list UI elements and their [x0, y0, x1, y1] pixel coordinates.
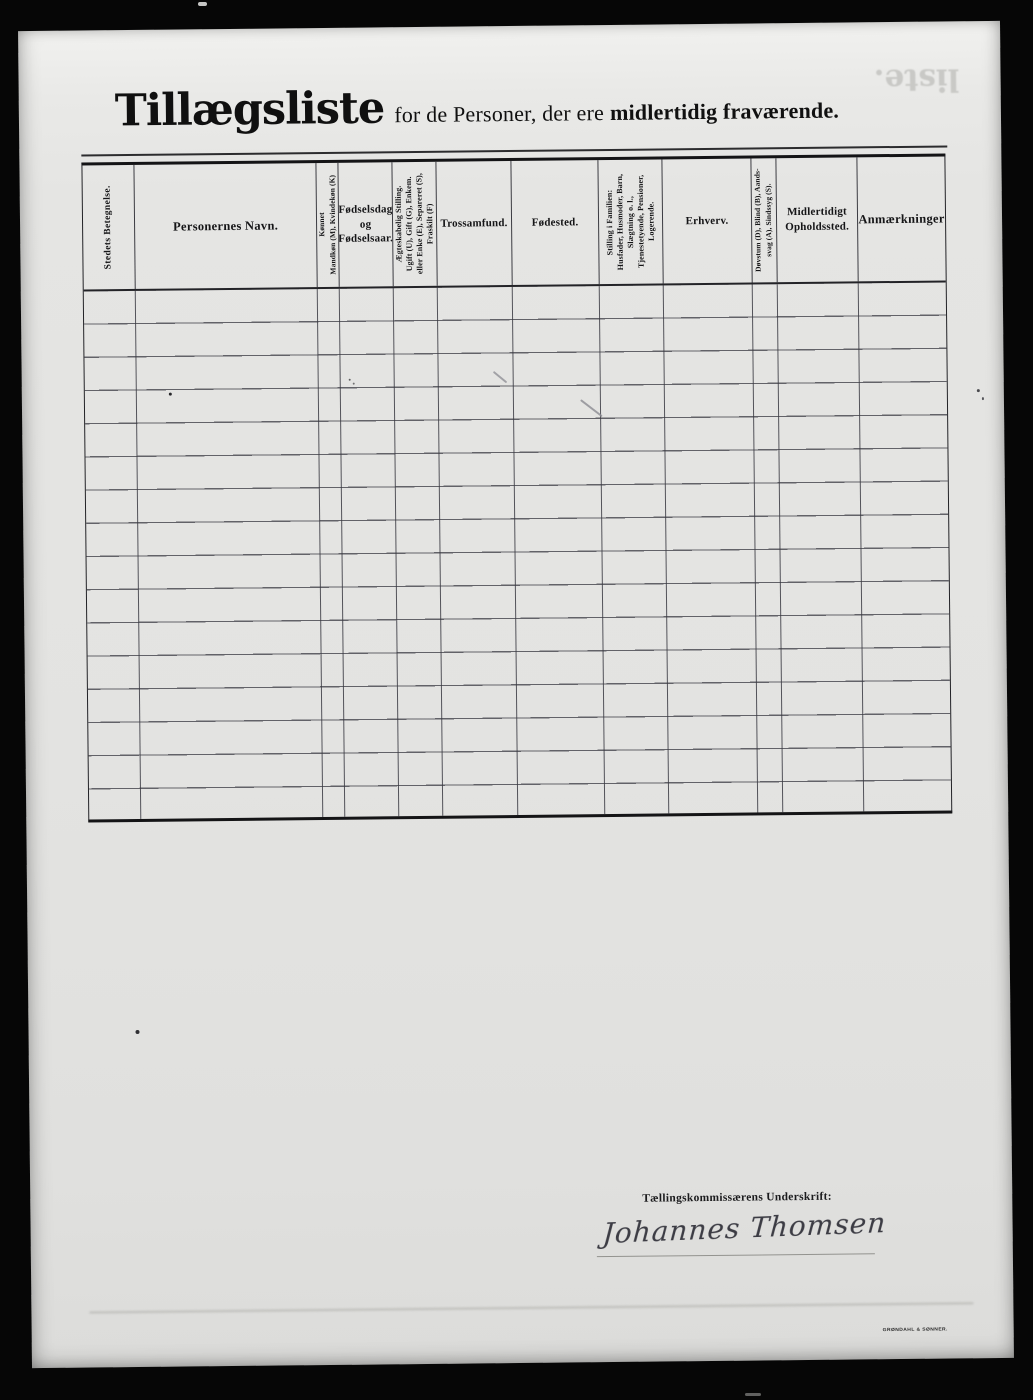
census-table	[81, 153, 952, 822]
table-body-column-erhverv	[664, 284, 759, 813]
table-body-column-trossamfund	[438, 287, 519, 816]
column-header-label: Fødested.	[531, 215, 579, 229]
table-body	[84, 282, 951, 819]
column-header-kjonnet	[316, 163, 339, 287]
title-subtitle-bold: midlertidig fraværende.	[609, 97, 840, 125]
scan-artifact	[198, 2, 207, 6]
ink-speck	[977, 389, 980, 392]
column-header-aegteskabelig-stilling	[392, 162, 437, 286]
signature-underline	[597, 1253, 875, 1257]
ink-speck	[135, 1030, 139, 1034]
table-body-column-personernes-navn	[136, 289, 324, 819]
column-header-label: Anmærkninger	[858, 211, 945, 226]
ink-speck	[982, 397, 984, 400]
column-header-dovstum	[751, 158, 777, 282]
signature-handwriting: Johannes Thomsen	[601, 1206, 888, 1251]
ink-speck	[349, 379, 351, 381]
column-header-label: Midlertidigt Opholdssted.	[785, 205, 850, 234]
table-body-column-anmaerkninger	[859, 282, 952, 811]
table-body-column-midlertidigt-opholdssted	[778, 283, 865, 812]
title-subtitle: for de Personer, der ere	[394, 100, 605, 128]
table-body-column-aegteskabelig-stilling	[394, 288, 444, 816]
column-header-label: Kønnet Mandkøn (M), Kvindekøn (K)	[316, 174, 338, 275]
scan-artifact	[745, 1393, 761, 1396]
column-header-fodested	[511, 160, 599, 285]
bleed-through-text: liste.	[873, 61, 960, 99]
column-header-label: Trossamfund.	[440, 216, 508, 230]
column-header-label: Ægteskabelig Stilling. Ugift (U), Gift (G), Enkem. eller Enke (E), Separeret (S), Fraskilt (F)	[393, 173, 435, 275]
printer-mark: GRØNDAHL & SØNNER.	[882, 1326, 948, 1333]
title-main: Tillægsliste	[114, 82, 385, 137]
column-header-label: Døvstum (D), Blind (B), Aands- svag (A), Sindssyg (S).	[752, 168, 774, 273]
column-header-label: Personernes Navn.	[172, 218, 279, 234]
column-header-label: Stedets Betegnelse.	[102, 185, 114, 270]
column-header-label: Erhverv.	[685, 214, 729, 227]
column-header-fodselsdag	[338, 162, 393, 287]
column-header-stedets-betegnelse	[82, 165, 135, 290]
table-body-column-stedets-betegnelse	[84, 291, 142, 820]
table-body-column-stilling-i-familien	[600, 285, 670, 814]
column-header-stilling-i-familien	[598, 159, 663, 284]
table-body-column-fodested	[513, 286, 606, 815]
document-page	[18, 21, 1014, 1368]
table-body-column-fodselsdag	[340, 288, 400, 817]
table-header-row	[82, 156, 945, 291]
signature-label: Tællingskommissærens Underskrift:	[642, 1190, 832, 1205]
page-title	[115, 79, 840, 137]
column-header-personernes-navn	[134, 163, 317, 289]
ink-speck	[353, 383, 355, 385]
paper-crease	[89, 1302, 973, 1313]
column-header-anmaerkninger	[857, 156, 945, 281]
column-header-trossamfund	[436, 161, 512, 286]
column-header-erhverv	[662, 159, 752, 284]
column-header-label: Fødselsdag og Fødselsaar.	[338, 203, 394, 246]
ink-speck	[169, 393, 172, 396]
column-header-label: Stilling i Familien: Husfader, Husmoder, Barn, Slægtning o. l., Tjenestetyende, Pensioner, Logerende.	[604, 173, 656, 271]
column-header-midlertidigt-opholdssted	[776, 157, 858, 282]
